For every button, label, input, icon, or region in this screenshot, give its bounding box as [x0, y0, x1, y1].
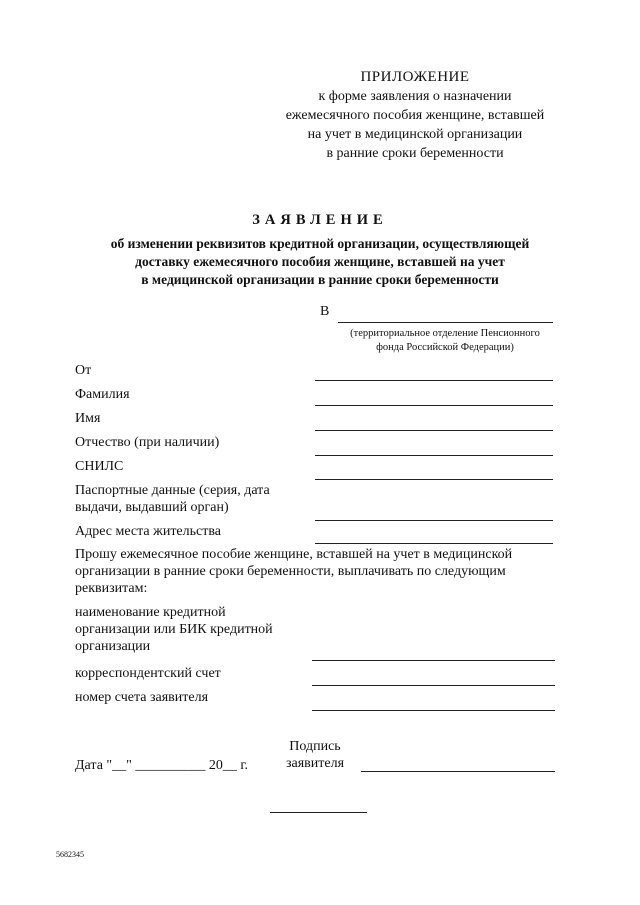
snils-label: СНИЛС — [75, 459, 124, 474]
appendix-title: ПРИЛОЖЕНИЕ — [360, 69, 470, 85]
corr-account-label: корреспондентский счет — [75, 666, 221, 681]
footer-code: 5682345 — [56, 850, 84, 859]
appendix-line: в ранние сроки беременности — [326, 146, 504, 161]
subtitle-line: об изменении реквизитов кредитной организации, осуществляющей — [110, 236, 530, 251]
request-line: реквизитам: — [75, 581, 148, 596]
patronymic-label: Отчество (при наличии) — [75, 435, 220, 450]
bank-name-label-line: наименование кредитной — [75, 605, 226, 620]
from-line[interactable] — [315, 380, 553, 381]
request-line: организации в ранние сроки беременности, выплачивать по следующим — [75, 564, 506, 579]
appendix-line: на учет в медицинской организации — [307, 127, 523, 142]
document-title: ЗАЯВЛЕНИЕ — [252, 212, 388, 228]
signature-label-line: Подпись — [289, 739, 341, 754]
surname-label: Фамилия — [75, 387, 130, 402]
appendix-line: к форме заявления о назначении — [318, 89, 512, 104]
name-line[interactable] — [315, 430, 553, 431]
caption-line: (территориальное отделение Пенсионного — [350, 328, 540, 339]
bank-name-label — [75, 604, 273, 655]
applicant-account-label: номер счета заявителя — [75, 690, 209, 705]
date-field[interactable]: Дата "__" __________ 20__ г. — [75, 758, 248, 773]
subtitle-line: доставку ежемесячного пособия женщине, вставшей на учет — [135, 254, 505, 269]
name-label: Имя — [75, 411, 101, 426]
appendix-header — [270, 68, 560, 163]
signature-label — [285, 738, 345, 772]
from-label: От — [75, 363, 92, 378]
recipient-caption — [330, 327, 560, 355]
bank-name-line[interactable] — [312, 660, 555, 661]
surname-line[interactable] — [315, 405, 553, 406]
document-subtitle — [60, 235, 580, 289]
patronymic-line[interactable] — [315, 455, 553, 456]
passport-line[interactable] — [315, 520, 553, 521]
bank-name-label-line: организации или БИК кредитной — [75, 622, 273, 637]
applicant-account-line[interactable] — [312, 710, 555, 711]
passport-label-line: Паспортные данные (серия, дата — [75, 483, 270, 498]
request-line: Прошу ежемесячное пособие женщине, вставшей на учет в медицинской — [75, 547, 513, 562]
address-label: Адрес места жительства — [75, 524, 221, 539]
bank-name-label-line: организации — [75, 639, 151, 654]
recipient-line[interactable] — [338, 322, 553, 323]
passport-label — [75, 482, 270, 516]
appendix-line: ежемесячного пособия женщине, вставшей — [285, 108, 545, 123]
signature-line[interactable] — [361, 771, 555, 772]
subtitle-line: в медицинской организации в ранние сроки беременности — [141, 272, 499, 287]
recipient-prefix: В — [320, 304, 330, 319]
corr-account-line[interactable] — [312, 685, 555, 686]
address-line[interactable] — [315, 543, 553, 544]
passport-label-line: выдачи, выдавший орган) — [75, 500, 229, 515]
snils-line[interactable] — [315, 479, 553, 480]
signature-label-line: заявителя — [285, 756, 345, 771]
caption-line: фонда Российской Федерации) — [376, 342, 514, 353]
separator-line — [270, 812, 367, 813]
request-text — [75, 546, 565, 597]
